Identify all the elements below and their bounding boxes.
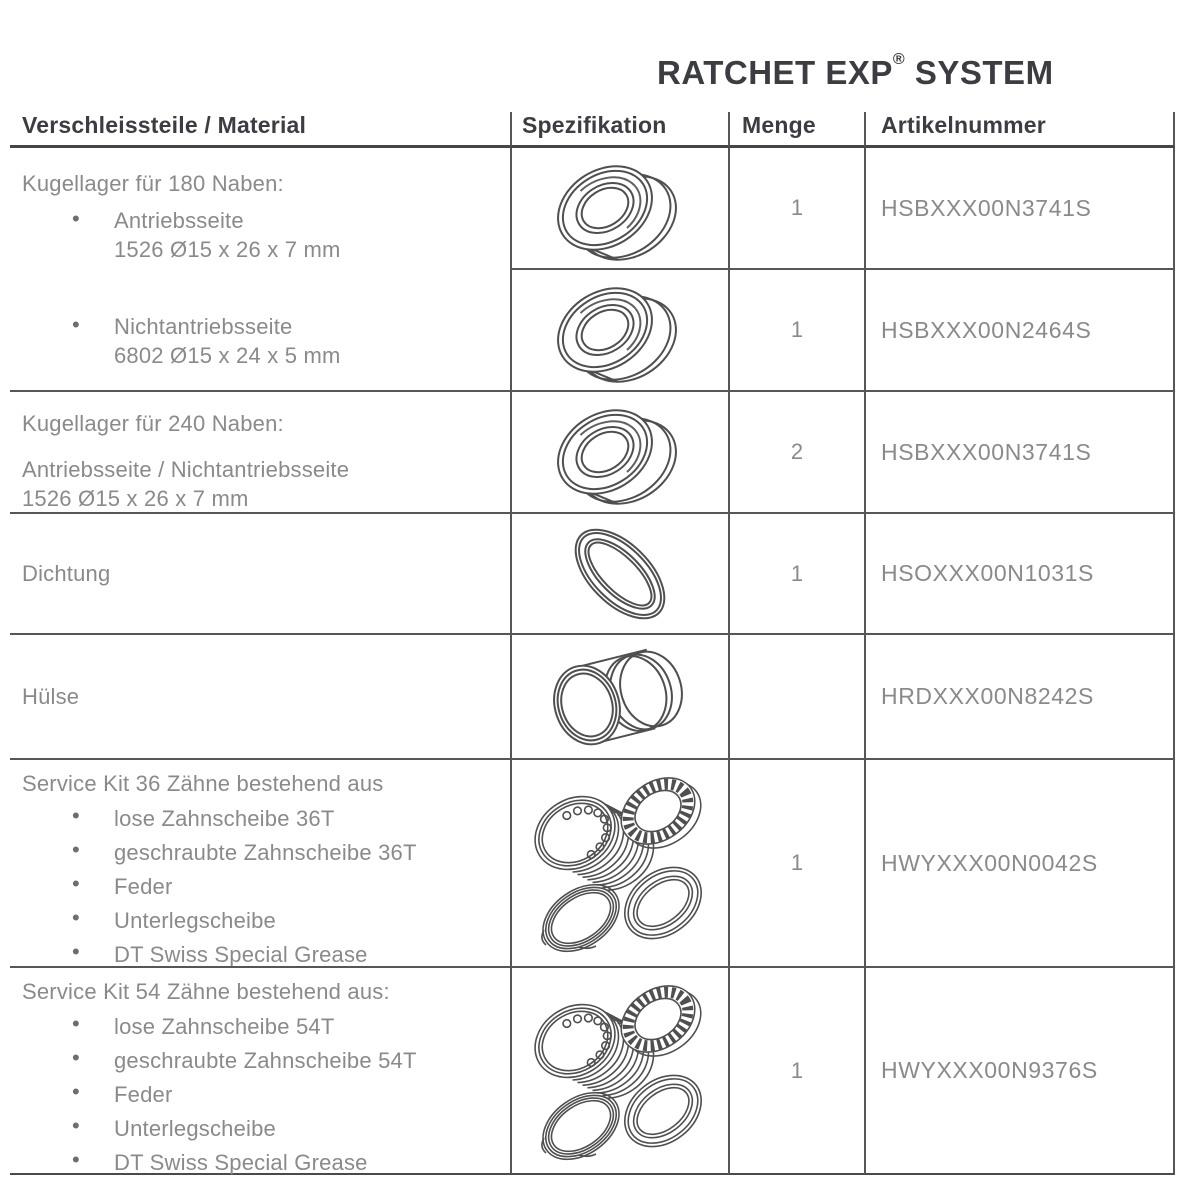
bullet-icon: • (72, 939, 80, 964)
ball-bearing-diagram-icon (535, 146, 705, 271)
list-item (72, 803, 502, 834)
spare-parts-table (10, 112, 1175, 1175)
material-cell-service-kit-54 (10, 966, 510, 1175)
list-item (72, 905, 502, 936)
bullet-line-1: Antriebsseite (114, 208, 244, 233)
bullet-icon: • (72, 1011, 80, 1036)
material-cell-kugellager-240 (10, 390, 510, 512)
list-item (72, 1113, 502, 1144)
qty-cell: 1 (728, 148, 864, 268)
material-description (22, 455, 502, 513)
qty-cell: 1 (728, 758, 864, 966)
list-item (72, 871, 502, 902)
bullet-text: Unterlegscheibe (114, 908, 276, 933)
bullet-icon: • (72, 1147, 80, 1172)
column-header-menge: Menge (728, 112, 864, 148)
bullet-icon: • (72, 206, 80, 231)
list-item (72, 312, 502, 370)
bullet-text (114, 312, 341, 370)
bullet-icon: • (72, 837, 80, 862)
qty-cell: 1 (728, 966, 864, 1175)
registered-trademark-symbol: ® (892, 51, 906, 68)
material-cell-huelse: Hülse (10, 633, 510, 758)
material-cell-kugellager-180 (10, 148, 510, 390)
bullet-icon: • (72, 1113, 80, 1138)
list-item (72, 1045, 502, 1076)
bullet-icon: • (72, 1079, 80, 1104)
bullet-text: DT Swiss Special Grease (114, 942, 368, 967)
material-cell-service-kit-36 (10, 758, 510, 966)
bullet-text: geschraubte Zahnscheibe 54T (114, 1048, 417, 1073)
article-number-cell: HSBXXX00N2464S (864, 268, 1175, 390)
description-line-1: Antriebsseite / Nichtantriebsseite (22, 457, 350, 482)
list-item (72, 206, 502, 264)
spec-cell-service-kit-54 (510, 966, 728, 1175)
spec-cell-bearing-240 (510, 390, 728, 512)
description-line-2: 1526 Ø15 x 26 x 7 mm (22, 486, 249, 511)
spec-cell-service-kit-36 (510, 758, 728, 966)
bullet-icon: • (72, 312, 80, 337)
material-title: Kugellager für 240 Naben: (22, 411, 284, 436)
ball-bearing-diagram-icon (535, 390, 705, 515)
material-title: Service Kit 36 Zähne bestehend aus (22, 771, 384, 796)
service-kit-diagram-icon (513, 763, 728, 963)
bullet-text: Unterlegscheibe (114, 1116, 276, 1141)
bullet-text: geschraubte Zahnscheibe 36T (114, 840, 417, 865)
spec-cell-sleeve (510, 633, 728, 758)
article-number-cell: HWYXXX00N9376S (864, 966, 1175, 1175)
qty-cell: 1 (728, 512, 864, 633)
list-item (72, 1147, 502, 1178)
bullet-text: lose Zahnscheibe 54T (114, 1014, 335, 1039)
service-kit-diagram-icon (513, 971, 728, 1171)
bullet-icon: • (72, 871, 80, 896)
bullet-line-1: Nichtantriebsseite (114, 314, 293, 339)
spec-cell-bearing-non-drive-side (510, 268, 728, 390)
bullet-text: Feder (114, 1082, 173, 1107)
seal-ring-diagram-icon (545, 519, 695, 629)
material-title: Service Kit 54 Zähne bestehend aus: (22, 979, 390, 1004)
list-item (72, 1079, 502, 1110)
article-number-cell: HSBXXX00N3741S (864, 390, 1175, 512)
bullet-text: DT Swiss Special Grease (114, 1150, 368, 1175)
bullet-text (114, 206, 341, 264)
column-header-material: Verschleissteile / Material (10, 112, 510, 148)
bullet-icon: • (72, 1045, 80, 1070)
bullet-text: Feder (114, 874, 173, 899)
column-header-artikelnummer: Artikelnummer (864, 112, 1175, 148)
sleeve-diagram-icon (535, 637, 705, 757)
material-title: Kugellager für 180 Naben: (22, 171, 284, 196)
qty-cell: 1 (728, 268, 864, 390)
list-item (72, 1011, 502, 1042)
page-title-suffix: SYSTEM (905, 54, 1054, 91)
bullet-text: lose Zahnscheibe 36T (114, 806, 335, 831)
spec-cell-seal (510, 512, 728, 633)
ball-bearing-diagram-icon (535, 268, 705, 393)
column-header-spezifikation: Spezifikation (510, 112, 728, 148)
bullet-line-2: 1526 Ø15 x 26 x 7 mm (114, 237, 341, 262)
bullet-icon: • (72, 803, 80, 828)
bullet-icon: • (72, 905, 80, 930)
article-number-cell: HSBXXX00N3741S (864, 148, 1175, 268)
bullet-line-2: 6802 Ø15 x 24 x 5 mm (114, 343, 341, 368)
article-number-cell: HSOXXX00N1031S (864, 512, 1175, 633)
material-cell-dichtung: Dichtung (10, 512, 510, 633)
qty-cell (728, 633, 864, 758)
list-item (72, 837, 502, 868)
qty-cell: 2 (728, 390, 864, 512)
page-title (657, 51, 1054, 92)
article-number-cell: HWYXXX00N0042S (864, 758, 1175, 966)
page-title-main: RATCHET EXP (657, 54, 893, 91)
spec-cell-bearing-drive-side (510, 148, 728, 268)
article-number-cell: HRDXXX00N8242S (864, 633, 1175, 758)
